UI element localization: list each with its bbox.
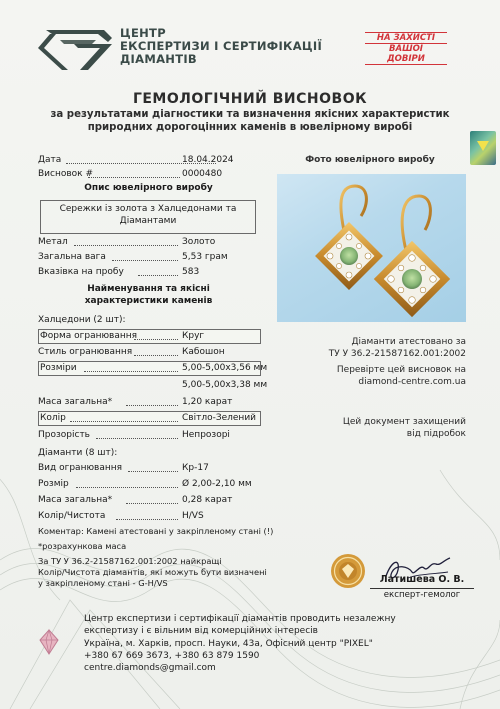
footer-line-2: експертизу і є вільним від комерційних інтересів [84, 626, 318, 637]
protection-note [300, 416, 466, 440]
mass-label: Маса загальна* [38, 397, 113, 407]
cut-style-label: Стиль огранювання [38, 347, 133, 357]
verify-link[interactable]: diamond-centre.com.ua [358, 377, 466, 387]
calc-note: *розрахункова маса [38, 541, 127, 551]
chalcedony-group-label: Халцедони (2 шт): [38, 315, 126, 325]
number-row [38, 168, 259, 180]
stones-title-line-2: характеристики каменів [84, 295, 213, 306]
diamond-size-value: Ø 2,00-2,10 мм [182, 479, 252, 489]
dots [126, 494, 178, 504]
footer-line-3: Україна, м. Харків, просп. Науки, 43а, Офісний центр "PIXEL" [84, 638, 373, 649]
metal-value: Золото [182, 237, 216, 247]
color-value: Світло-Зелений [182, 413, 257, 423]
signer-role: експерт-гемолог [370, 588, 474, 600]
stones-title-line-1: Найменування та якісні [87, 284, 210, 294]
organization-name [120, 27, 322, 66]
dots [76, 478, 178, 488]
metal-row [38, 236, 259, 248]
centre-logo [38, 26, 112, 72]
diamond-cut-value: Кр-17 [182, 463, 209, 473]
chalcedony-color-row [40, 412, 259, 424]
stamp-line-3: ДОВІРИ [365, 54, 447, 65]
dots [116, 510, 178, 520]
jewelry-photo [277, 174, 466, 322]
size-row-2 [38, 379, 268, 391]
protect-line-1: Цей документ захищений [342, 417, 466, 427]
footer-email[interactable]: centre.diamonds@gmail.com [84, 663, 216, 674]
diamond-size-label: Розмір [38, 479, 69, 489]
cert-note-line-1: За ТУ У 36.2-21587162.001:2002 найкращі [38, 556, 222, 566]
dots [128, 462, 178, 472]
diamond-color-label: Колір/Чистота [38, 511, 106, 521]
diamond-cut-label: Вид огранювання [38, 463, 123, 473]
number-label: Висновок # [38, 169, 94, 179]
size-row [40, 362, 268, 374]
trust-stamp [365, 32, 447, 66]
signer-name: Латишева О. В. [379, 574, 465, 585]
footer-info [84, 613, 414, 674]
purity-label: Вказівка на пробу [38, 267, 124, 277]
hologram-sticker [470, 131, 496, 165]
diamond-cut-row [38, 462, 259, 474]
size-label: Розміри [40, 363, 77, 373]
pink-crystal-icon [38, 628, 60, 656]
org-line-2: ЕКСПЕРТИЗИ І СЕРТИФІКАЦІЇ [120, 39, 323, 53]
cut-style-row [38, 346, 259, 358]
stamp-line-2: ВАШОЇ [389, 44, 423, 54]
comment-text: Коментар: Камені атестовані у закріпленому стані (!) [38, 526, 274, 536]
verify-note [300, 364, 466, 388]
diamond-color-value: H/VS [182, 511, 204, 521]
clarity-value: Непрозорі [182, 430, 230, 440]
cert-note-line-3: у закріпленому стані - G-H/VS [38, 578, 168, 588]
attest-line-2: ТУ У 36.2-21587162.001:2002 [328, 349, 466, 359]
diamond-mass-label: Маса загальна* [38, 495, 113, 505]
dots [70, 412, 178, 422]
cut-style-value: Кабошон [182, 347, 225, 357]
date-label: Дата [38, 155, 62, 165]
size-value-1: 5,00-5,00х3,56 мм [182, 363, 268, 373]
certification-note [38, 556, 267, 589]
shape-row [40, 330, 259, 342]
org-line-1: ЦЕНТР [120, 26, 166, 40]
item-section-title: Опис ювелірного виробу [84, 183, 213, 193]
clarity-row [38, 429, 259, 441]
description-line-2: Діамантами [119, 216, 177, 226]
metal-label: Метал [38, 237, 68, 247]
attestation-note [300, 336, 466, 360]
verify-line-1: Перевірте цей висновок на [336, 365, 466, 375]
mass-value: 1,20 карат [182, 397, 233, 407]
dots [134, 330, 178, 340]
dots [88, 168, 180, 178]
dots [84, 362, 178, 372]
earrings-image [277, 174, 466, 322]
stones-section-title [38, 284, 259, 307]
dots [138, 266, 178, 276]
dots [126, 396, 178, 406]
shape-label: Форма огранювання [40, 331, 138, 341]
protect-line-2: від підробок [406, 429, 466, 439]
size-value-2: 5,00-5,00х3,38 мм [182, 380, 268, 390]
document-title: ГЕМОЛОГІЧНИЙ ВИСНОВОК [132, 91, 368, 107]
attest-line-1: Діаманти атестовано за [351, 337, 466, 347]
subtitle-line-2: природних дорогоцінних каменів в ювелірному виробі [87, 122, 413, 133]
date-row [38, 154, 259, 166]
date-value: 18.04.2024 [182, 155, 234, 165]
weight-row [38, 251, 259, 263]
weight-value: 5,53 грам [182, 252, 228, 262]
color-label: Колір [40, 413, 66, 423]
shape-value: Круг [182, 331, 205, 341]
diamond-mass-row [38, 494, 259, 506]
diamond-color-row [38, 510, 259, 522]
weight-label: Загальна вага [38, 252, 106, 262]
stamp-line-1: НА ЗАХИСТІ [365, 32, 447, 44]
clarity-label: Прозорість [38, 430, 90, 440]
dots [112, 251, 178, 261]
item-description [40, 200, 256, 234]
dots [74, 236, 178, 246]
photo-title: Фото ювелірного виробу [305, 155, 435, 165]
chalcedony-mass-row [38, 396, 259, 408]
dots [96, 429, 178, 439]
purity-row [38, 266, 259, 278]
document-subtitle [20, 108, 480, 134]
footer-phones[interactable]: +380 67 669 3673, +380 63 879 1590 [84, 650, 260, 661]
gold-seal-icon [330, 553, 366, 589]
footer-line-1: Центр експертизи і сертифікації діамантів проводить незалежну [84, 614, 396, 624]
diamonds-group-label: Діаманти (8 шт): [38, 448, 118, 458]
subtitle-line-1: за результатами діагностики та визначення якісних характеристик [50, 109, 450, 120]
org-line-3: ДІАМАНТІВ [120, 52, 197, 66]
cert-note-line-2: Колір/Чистота діамантів, які можуть бути визначені [38, 567, 267, 577]
diamond-mass-value: 0,28 карат [182, 495, 233, 505]
number-value: 0000480 [182, 169, 223, 179]
dots [134, 346, 178, 356]
description-line-1: Сережки із золота з Халцедонами та [59, 204, 237, 214]
purity-value: 583 [182, 267, 200, 277]
diamond-size-row [38, 478, 259, 490]
